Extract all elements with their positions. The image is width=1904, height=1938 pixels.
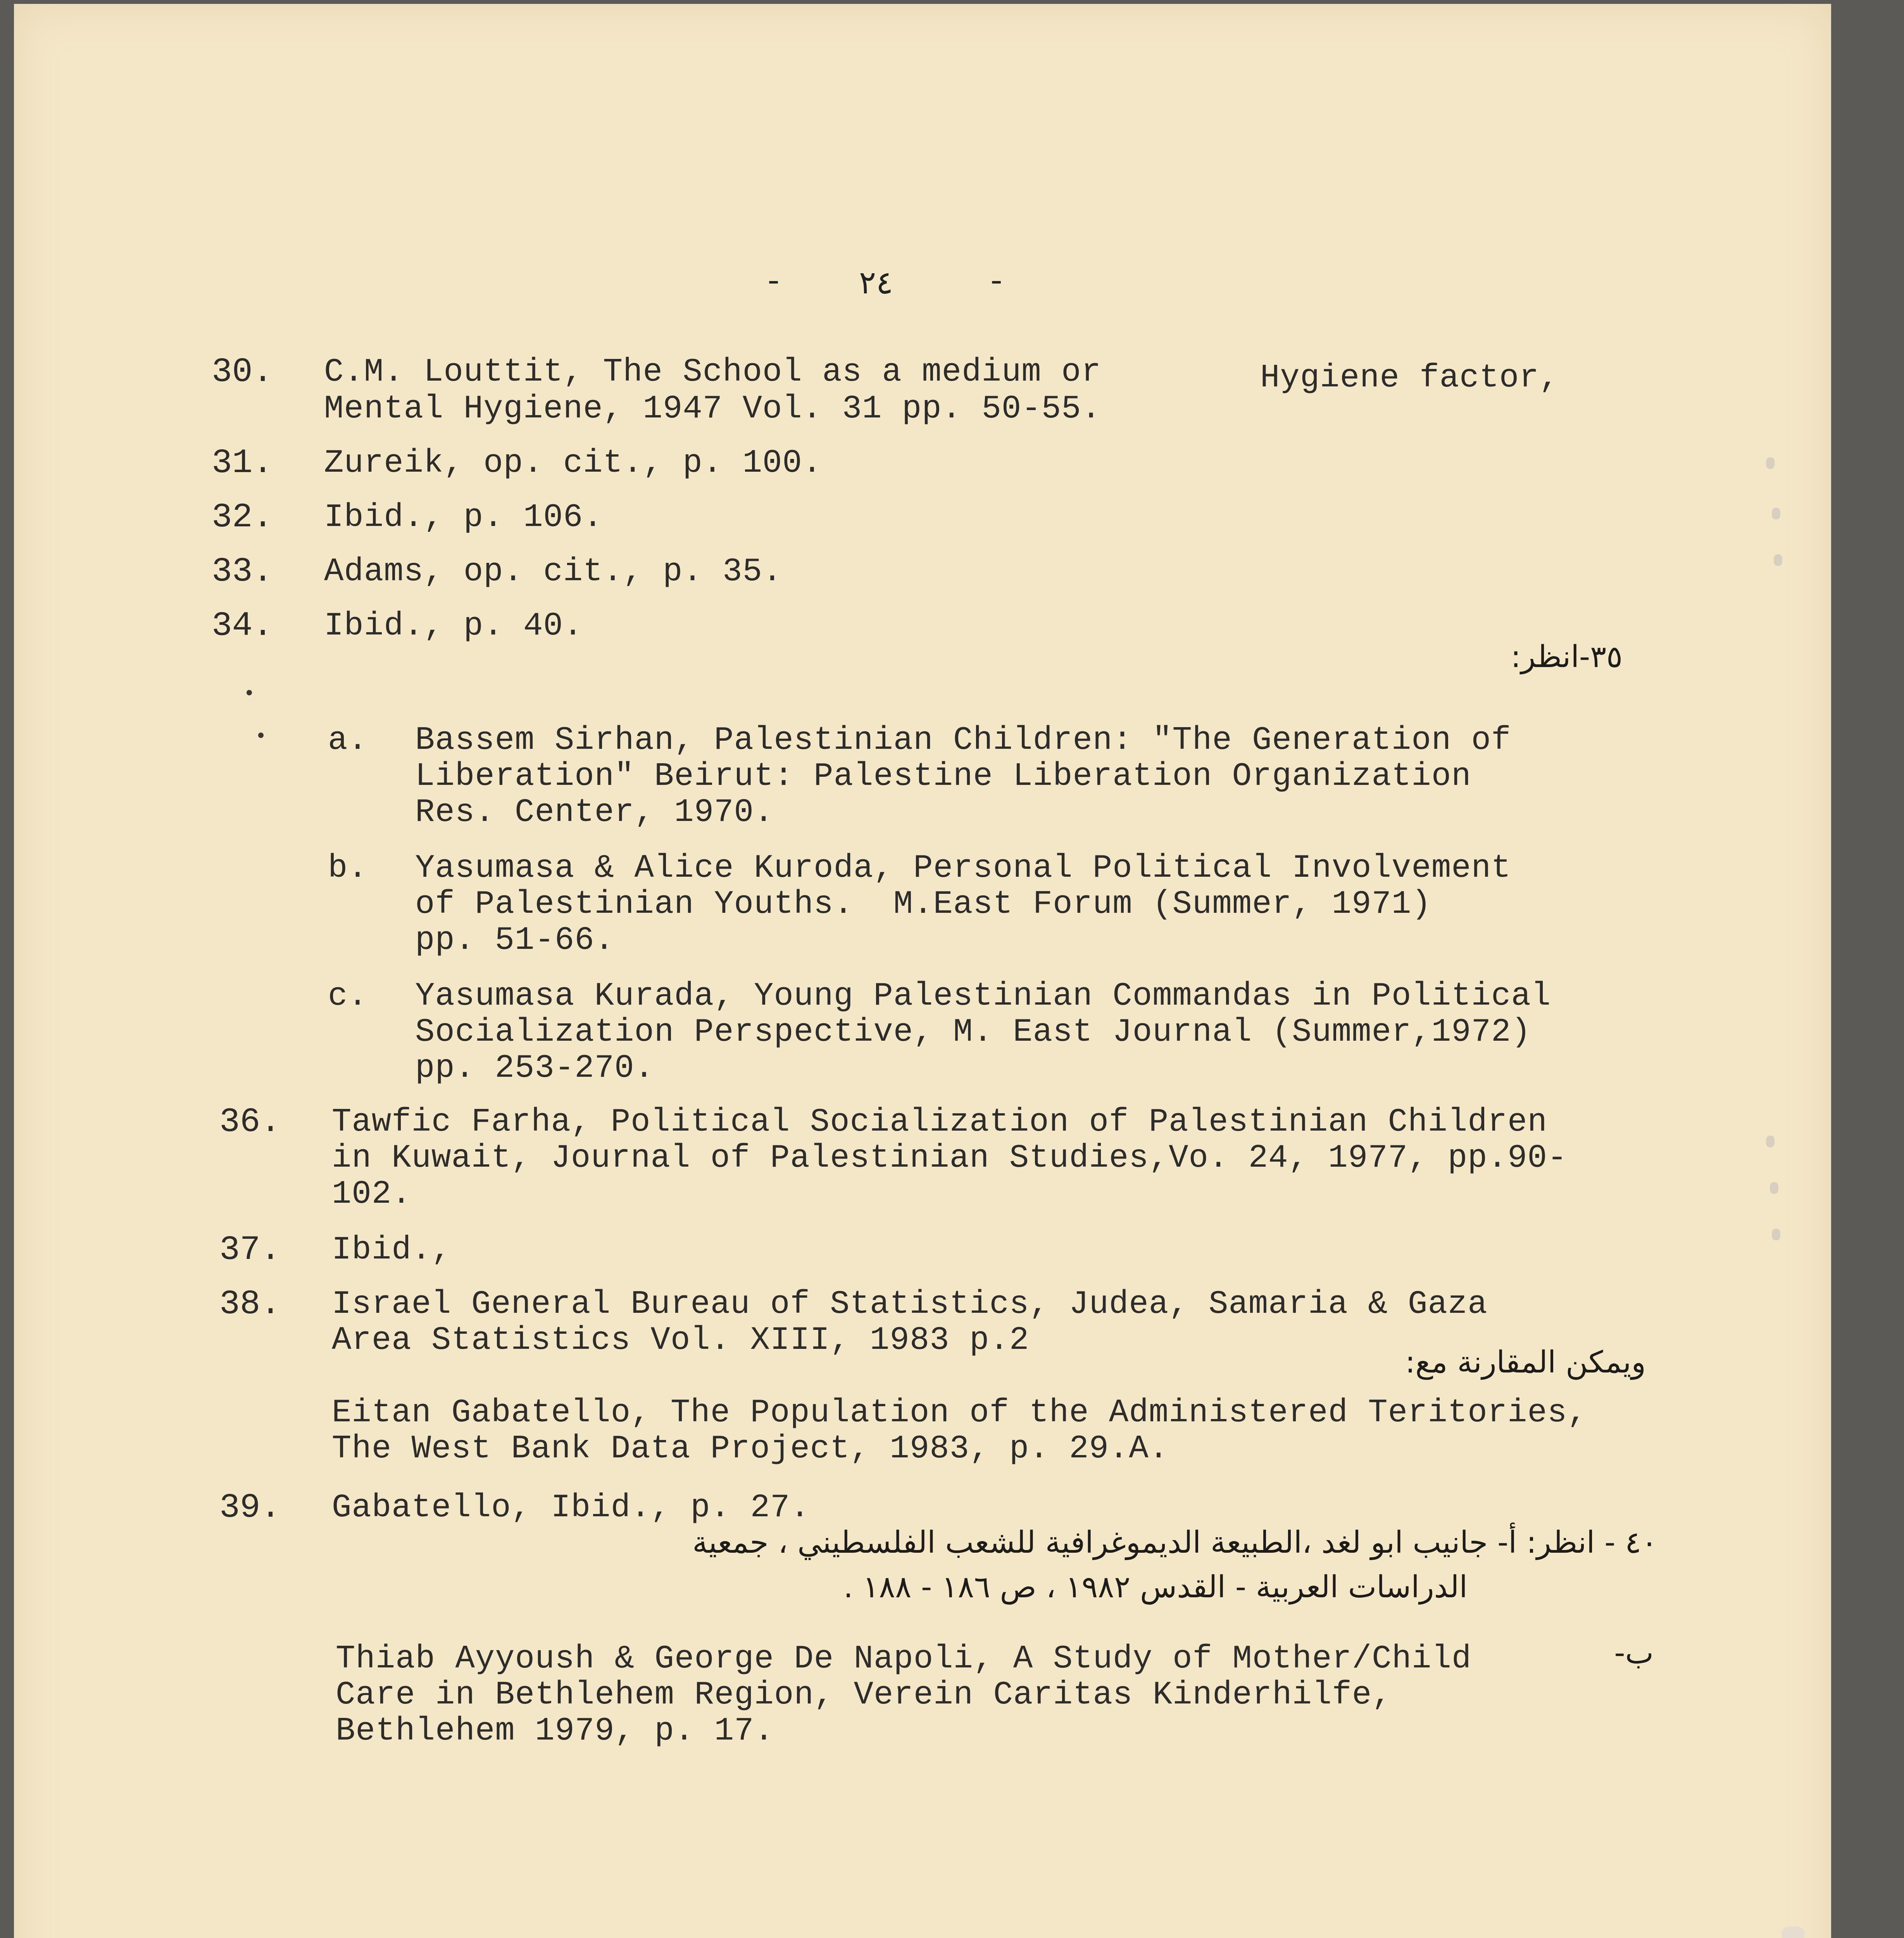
- note-line: Tawfic Farha, Political Socialization of Palestinian Children: [332, 1104, 1547, 1141]
- note-number: 39.: [219, 1489, 281, 1527]
- edge-mark: [1766, 457, 1775, 469]
- note-line: Gabatello, Ibid., p. 27.: [332, 1490, 810, 1526]
- note-line: Eitan Gabatello, The Population of the Administered Teritories,: [332, 1395, 1587, 1431]
- sub-item-line: Bassem Sirhan, Palestinian Children: "The Generation of: [415, 722, 1511, 759]
- note-line: The West Bank Data Project, 1983, p. 29.A.: [332, 1431, 1169, 1467]
- note-number: 38.: [219, 1285, 281, 1324]
- note-line: Ibid.,: [332, 1232, 452, 1269]
- note-number: 37.: [219, 1231, 281, 1269]
- note-line: Adams, op. cit., p. 35.: [324, 553, 783, 590]
- note-line: C.M. Louttit, The School as a medium or: [324, 354, 1101, 391]
- document-page: [14, 4, 1831, 1938]
- note-40-arabic-line: ٤٠ - انظر: أ- جانيب ابو لغد ،الطبيعة الديموغرافية للشعب الفلسطيني ، جمعية: [692, 1525, 1657, 1560]
- note-line: Ibid., p. 40.: [324, 608, 583, 645]
- note-number: 36.: [219, 1103, 281, 1141]
- stray-mark: [247, 690, 252, 695]
- note-line: Bethlehem 1979, p. 17.: [336, 1713, 774, 1750]
- sub-item-line: Liberation" Beirut: Palestine Liberation Organization: [415, 758, 1471, 795]
- note-line: Area Statistics Vol. XIII, 1983 p.2: [332, 1322, 1030, 1359]
- edge-mark: [1766, 1136, 1775, 1147]
- sub-item-letter: a.: [328, 722, 368, 759]
- note-number: 30.: [212, 353, 273, 391]
- page-number: ٢٤: [859, 264, 893, 301]
- note-40-arabic-line: الدراسات العربية - القدس ١٩٨٢ ، ص ١٨٦ - ١٨٨ .: [843, 1570, 1468, 1605]
- note-number: 34.: [212, 607, 273, 645]
- edge-mark: [1772, 508, 1780, 519]
- note-35-arabic-heading: ٣٥-انظر:: [1511, 640, 1623, 674]
- sub-item-letter: b.: [328, 850, 368, 887]
- sub-item-line: Socialization Perspective, M. East Journal (Summer,1972): [415, 1014, 1531, 1051]
- note-line: Thiab Ayyoush & George De Napoli, A Study of Mother/Child: [336, 1641, 1472, 1678]
- note-number: 33.: [212, 553, 273, 591]
- sub-item-line: Yasumasa & Alice Kuroda, Personal Political Involvement: [415, 850, 1511, 887]
- note-number: 32.: [212, 498, 273, 537]
- stray-mark: [258, 733, 264, 738]
- edge-mark: [1772, 1229, 1780, 1240]
- sub-item-line: Res. Center, 1970.: [415, 794, 774, 831]
- sub-item-letter: c.: [328, 978, 368, 1015]
- edge-mark: [1770, 1182, 1778, 1194]
- note-line: Zureik, op. cit., p. 100.: [324, 445, 823, 482]
- sub-item-line: Yasumasa Kurada, Young Palestinian Commandas in Political: [415, 978, 1551, 1015]
- edge-mark: [1782, 1926, 1805, 1938]
- note-line: in Kuwait, Journal of Palestinian Studies,Vo. 24, 1977, pp.90-: [332, 1140, 1568, 1177]
- page-number-dash-right: -: [987, 264, 1006, 300]
- note-40-b-marker: ب-: [1614, 1636, 1654, 1671]
- note-line: Mental Hygiene, 1947 Vol. 31 pp. 50-55.: [324, 391, 1101, 428]
- edge-mark: [1774, 554, 1782, 566]
- sub-item-line: of Palestinian Youths. M.East Forum (Summer, 1971): [415, 886, 1431, 923]
- note-line: Care in Bethlehem Region, Verein Caritas Kinderhilfe,: [336, 1677, 1392, 1714]
- note-margin-text: Hygiene factor,: [1260, 360, 1559, 397]
- note-line: 102.: [332, 1176, 412, 1213]
- sub-item-line: pp. 253-270.: [415, 1050, 654, 1087]
- page-number-dash-left: -: [764, 264, 783, 300]
- note-line: Ibid., p. 106.: [324, 499, 603, 536]
- note-number: 31.: [212, 444, 273, 483]
- note-line: Israel General Bureau of Statistics, Judea, Samaria & Gaza: [332, 1286, 1488, 1323]
- sub-item-line: pp. 51-66.: [415, 922, 615, 959]
- note-38-arabic: ويمكن المقارنة مع:: [1405, 1345, 1646, 1380]
